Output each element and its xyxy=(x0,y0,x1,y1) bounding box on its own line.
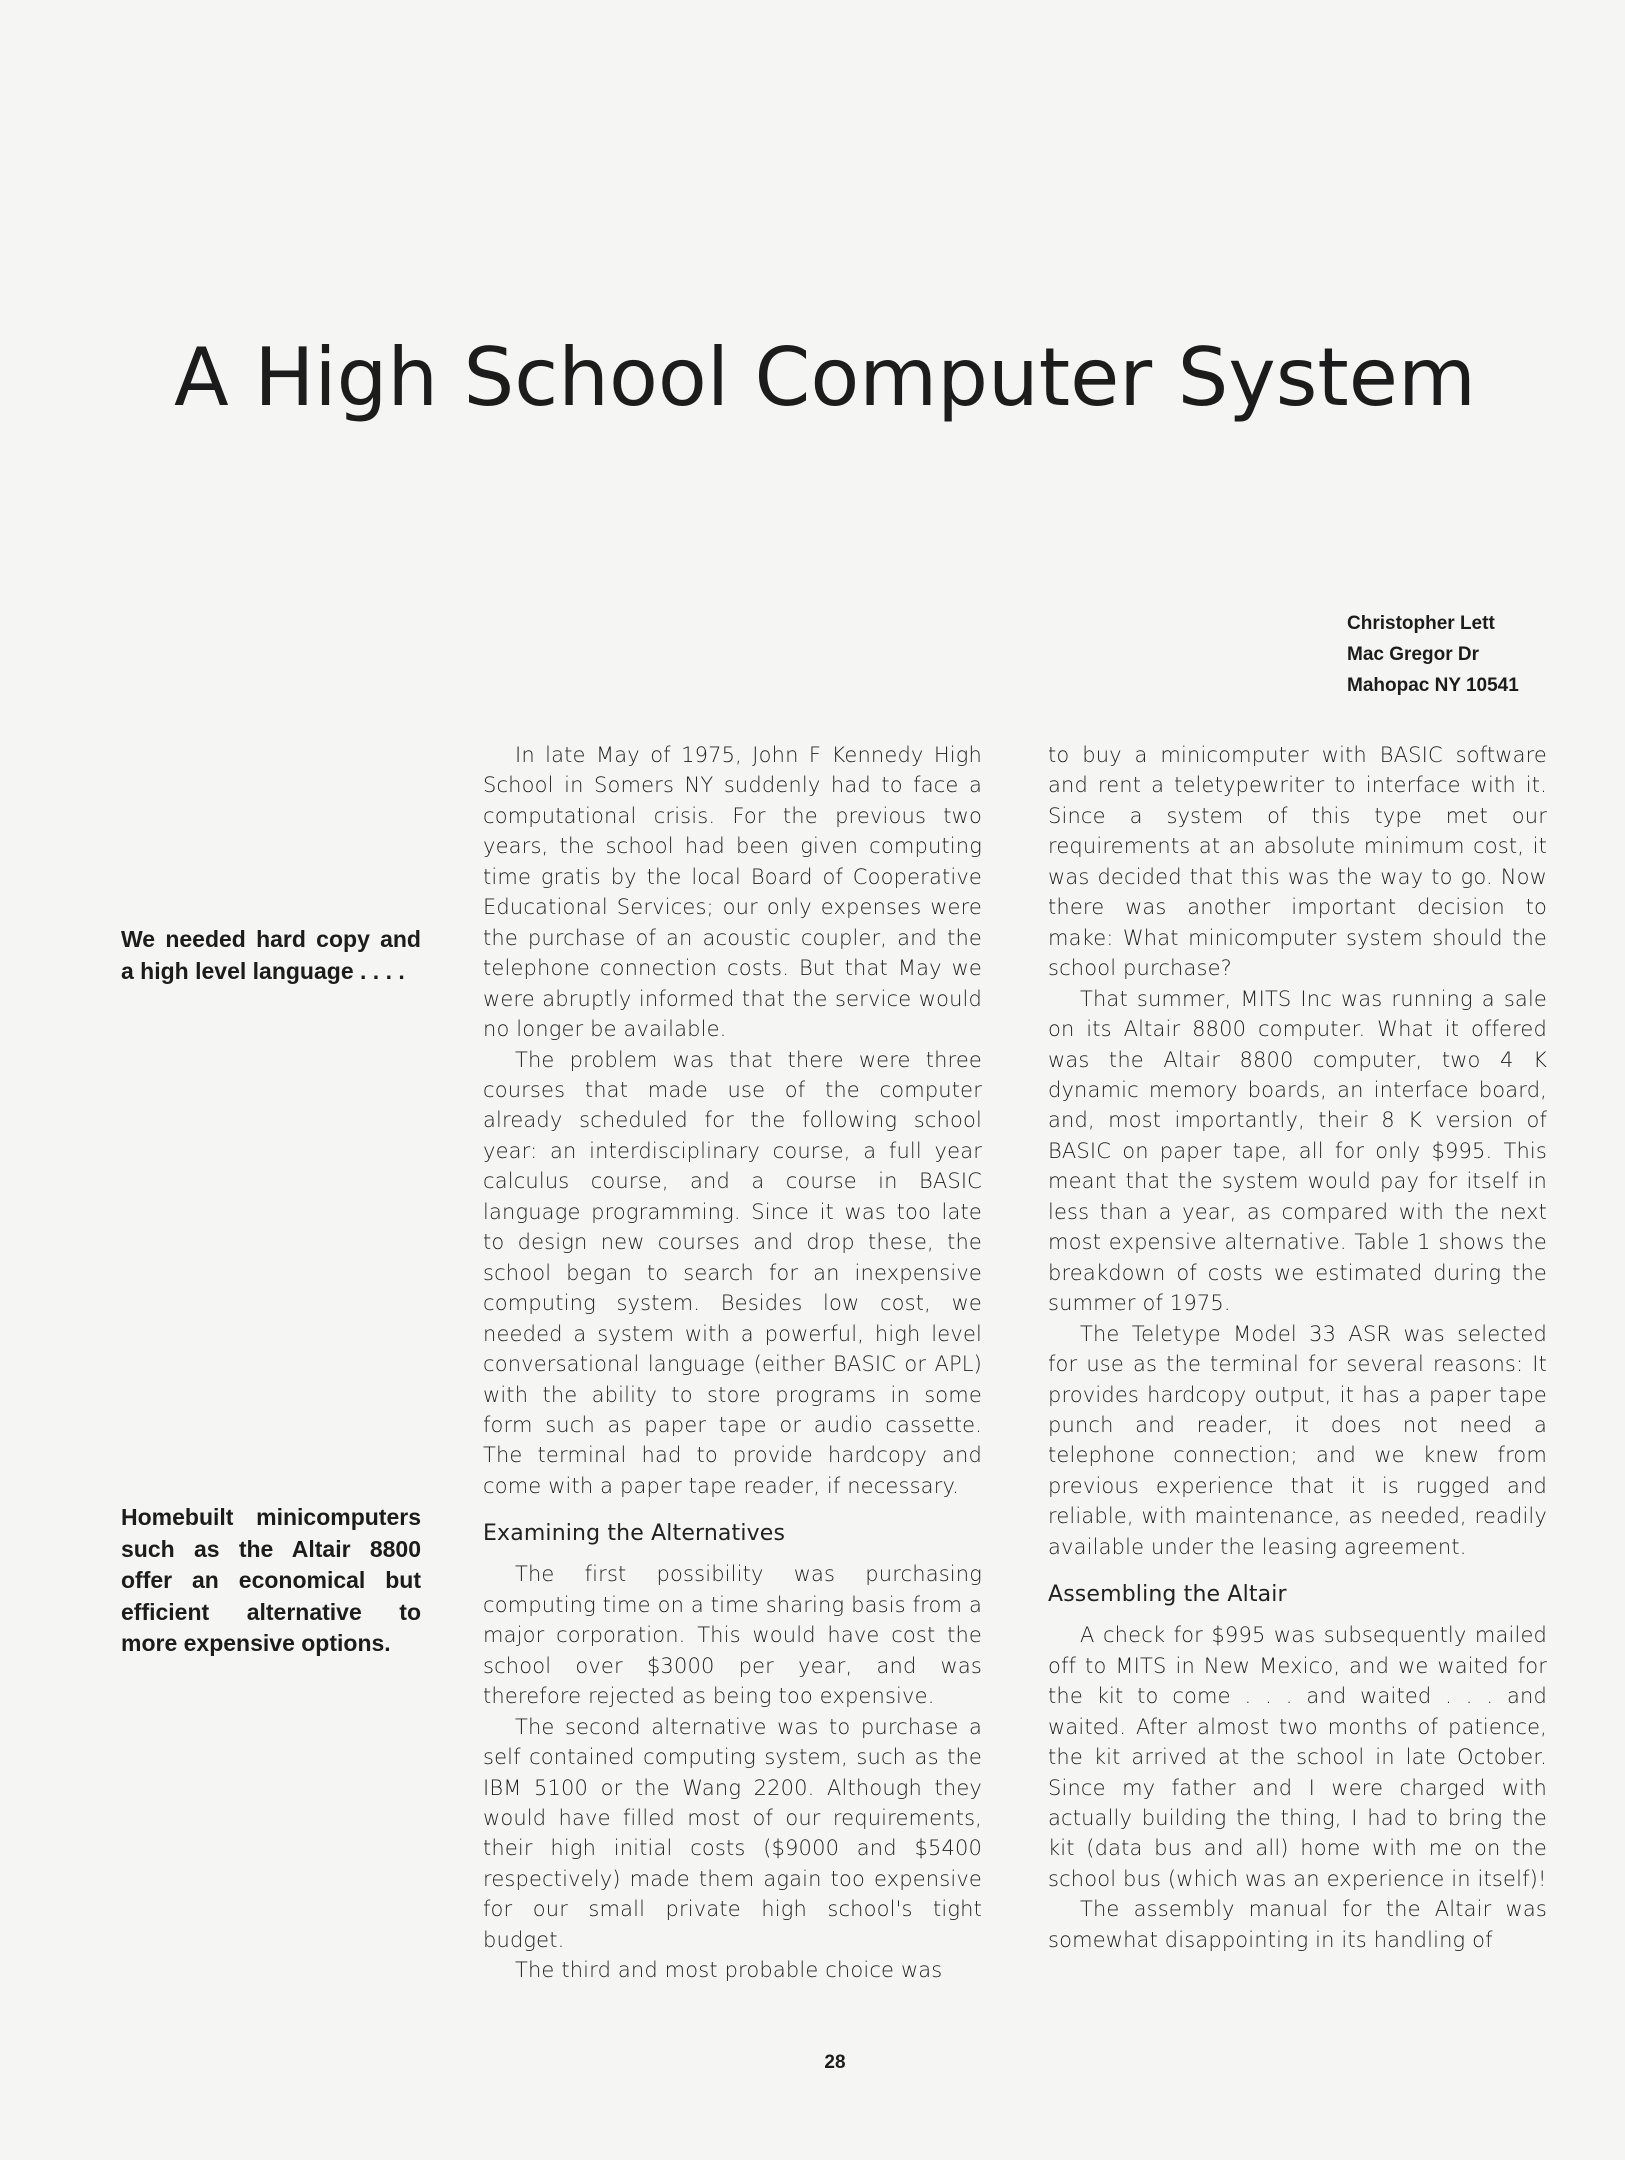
text-column-left xyxy=(483,740,982,1986)
paragraph: The problem was that there were three courses that made use of the computer already scheduled for the following school year: an interdisciplinary course, a full year calculus course, and a course in BASIC language programming. Since it was too late to design new courses and drop these, the school began to search for an inexpensive computing system. Besides low cost, we needed a system with a powerful, high level conversational language (either BASIC or APL) with the ability to store programs in some form such as paper tape or audio cassette. The terminal had to provide hardcopy and come with a paper tape reader, if necessary. xyxy=(483,1047,982,1498)
section-heading: Examining the Alternatives xyxy=(483,1521,786,1547)
paragraph: That summer, MITS Inc was running a sale on its Altair 8800 computer. What it offered was the Altair 8800 computer, two 4 K dynamic memory boards, an interface board, and, most importantly, their 8 K version of BASIC on paper tape, all for only $995. This meant that the system would pay for itself in less than a year, as compared with the next most expensive alternative. Table 1 shows the breakdown of costs we estimated during the summer of 1975. xyxy=(1048,986,1547,1316)
author-block xyxy=(1347,608,1519,701)
author-city: Mahopac NY 10541 xyxy=(1347,675,1519,696)
page-number: 28 xyxy=(824,2052,846,2073)
paragraph: The assembly manual for the Altair was somewhat disappointing in its handling of xyxy=(1048,1897,1547,1952)
paragraph: In late May of 1975, John F Kennedy High School in Somers NY suddenly had to face a computational crisis. For the previous two years, the school had been given computing time gratis by the local Board of Cooperative Educational Services; our only expenses were the purchase of an acoustic coupler, and the telephone connection costs. But that May we were abruptly informed that the service would no longer be available. xyxy=(483,743,982,1042)
text-column-right xyxy=(1048,740,1547,1955)
paragraph: The Teletype Model 33 ASR was selected for use as the terminal for several reasons: It provides hardcopy output, it has a paper tape punch and reader, it does not need a telephone connection; and we knew from previous experience that it is rugged and reliable, with maintenance, as needed, readily available under the leasing agreement. xyxy=(1048,1321,1547,1559)
author-name: Christopher Lett xyxy=(1347,613,1495,634)
article-title: A High School Computer System xyxy=(174,331,1476,424)
paragraph: The first possibility was purchasing computing time on a time sharing basis from a major corporation. This would have cost the school over $3000 per year, and was therefore rejected as being too expensive. xyxy=(483,1562,982,1709)
paragraph: The third and most probable choice was xyxy=(515,1958,943,1983)
pull-quote-hard-copy: We needed hard copy and a high level language . . . . xyxy=(121,926,421,984)
pull-quote-homebuilt: Homebuilt minicomputers such as the Altair 8800 offer an economical but efficient alternative to more expensive options. xyxy=(121,1504,421,1656)
paragraph: to buy a minicomputer with BASIC software and rent a teletypewriter to interface with it. Since a system of this type met our requirements at an absolute minimum cost, it was decided that this was the way to go. Now there was another important decision to make: What minicomputer system should the school purchase? xyxy=(1048,743,1547,981)
author-street: Mac Gregor Dr xyxy=(1347,644,1479,665)
section-heading: Assembling the Altair xyxy=(1048,1582,1287,1608)
paragraph: The second alternative was to purchase a self contained computing system, such as the IBM 5100 or the Wang 2200. Although they would have filled most of our requirements, their high initial costs ($9000 and $5400 respectively) made them again too expensive for our small private high school's tight budget. xyxy=(483,1714,982,1952)
paragraph: A check for $995 was subsequently mailed off to MITS in New Mexico, and we waited for the kit to come . . . and waited . . . and waited. After almost two months of patience, the kit arrived at the school in late October. Since my father and I were charged with actually building the thing, I had to bring the kit (data bus and all) home with me on the school bus (which was an experience in itself)! xyxy=(1048,1623,1547,1891)
